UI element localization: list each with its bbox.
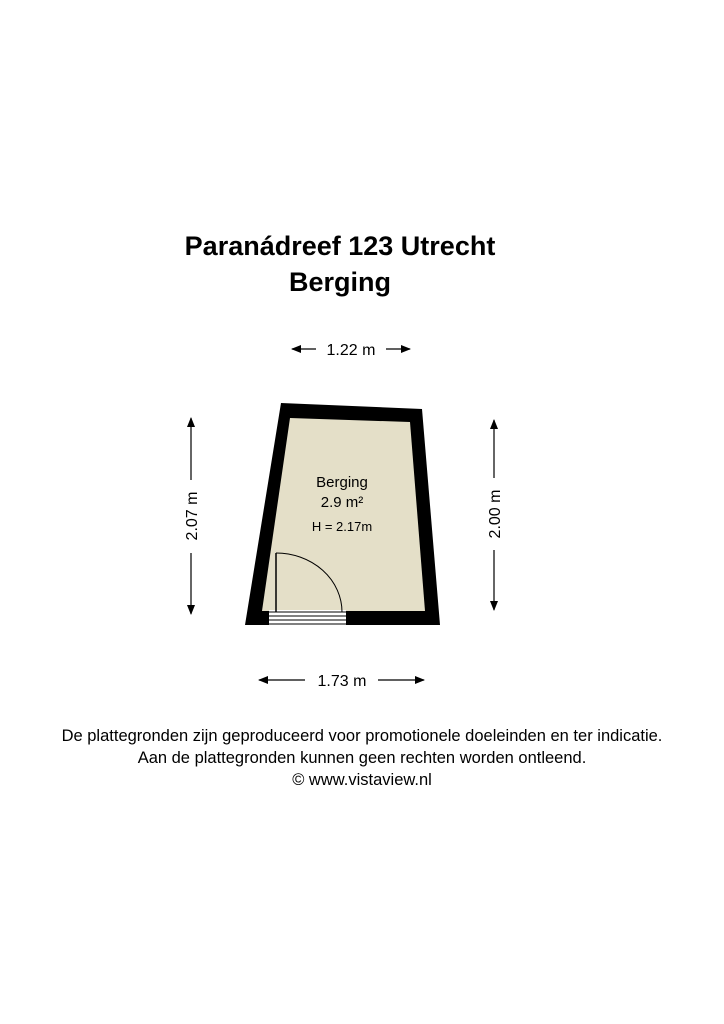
right-dimension-label: 2.00 m <box>487 489 504 539</box>
disclaimer-line-1: De plattegronden zijn geproduceerd voor promotionele doeleinden en ter indicatie. <box>61 727 663 745</box>
room-height-label: H = 2.17m <box>311 519 373 534</box>
left-dimension-label: 2.07 m <box>184 491 201 541</box>
top-dimension <box>292 342 410 359</box>
bottom-dimension <box>259 673 424 690</box>
bottom-dimension-label: 1.73 m <box>317 673 367 690</box>
disclaimer-block <box>0 725 724 791</box>
left-dimension <box>184 418 201 614</box>
address-title: Paranádreef 123 Utrecht <box>184 231 496 261</box>
room-floor <box>262 418 425 611</box>
floor-title: Berging <box>288 267 391 297</box>
room-area-label: 2.9 m² <box>320 494 364 511</box>
disclaimer-line-2: Aan de plattegronden kunnen geen rechten worden ontleend. <box>137 749 587 767</box>
copyright-link[interactable]: © www.vistaview.nl <box>292 771 432 789</box>
room-name-label: Berging <box>316 474 368 491</box>
top-dimension-label: 1.22 m <box>326 342 376 359</box>
right-dimension <box>487 420 504 610</box>
